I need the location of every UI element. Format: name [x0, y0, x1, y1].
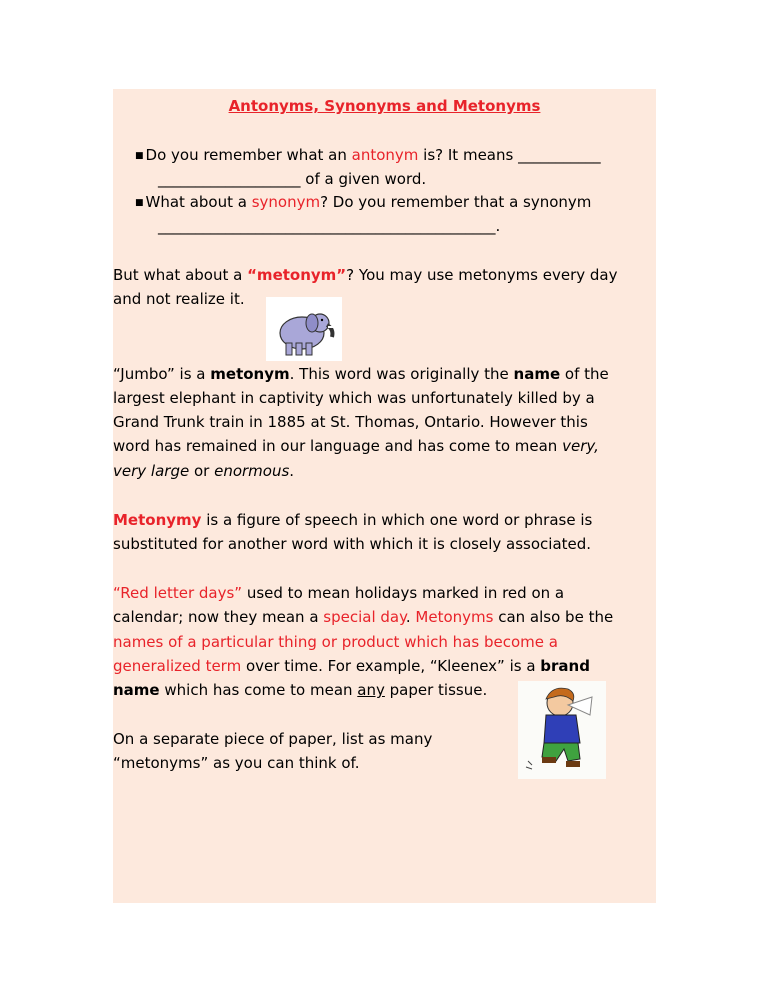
para-metonym-line1: But what about a “metonym”? You may use metonyms every day: [113, 266, 618, 284]
instruction-line1: On a separate piece of paper, list as many: [113, 730, 433, 748]
bullet-icon: ■: [135, 198, 144, 208]
para-red-letter-line2: calendar; now they mean a special day. Metonyms can also be the: [113, 608, 614, 626]
elephant-icon: [266, 297, 342, 361]
para-jumbo-line5: very large or enormous.: [113, 462, 295, 480]
instruction-line2: “metonyms” as you can think of.: [113, 754, 360, 772]
para-red-letter-line4: generalized term over time. For example, “Kleenex” is a brand: [113, 657, 590, 675]
para-metonym-line2: and not realize it.: [113, 290, 245, 308]
sneezing-boy-icon: [518, 681, 606, 779]
bullet-icon: ■: [135, 151, 144, 161]
bullet-antonym-line2: ___________________ of a given word.: [158, 170, 427, 188]
worksheet-page: [113, 89, 656, 903]
para-metonymy-line1: Metonymy is a figure of speech in which one word or phrase is: [113, 511, 593, 529]
para-jumbo-line3: Grand Trunk train in 1885 at St. Thomas, Ontario. However this: [113, 413, 588, 431]
bullet-synonym-line2: _____________________________________________.: [158, 217, 501, 235]
bullet-antonym-line1: ■ Do you remember what an antonym is? It means ___________: [135, 146, 601, 164]
para-jumbo-line1: “Jumbo” is a metonym. This word was originally the name of the: [113, 365, 609, 383]
page-title: Antonyms, Synonyms and Metonyms: [228, 97, 541, 115]
para-red-letter-line1: “Red letter days” used to mean holidays marked in red on a: [113, 584, 565, 602]
para-red-letter-line3: names of a particular thing or product which has become a: [113, 633, 558, 651]
para-red-letter-line5: name which has come to mean any paper tissue.: [113, 681, 488, 699]
para-metonymy-line2: substituted for another word with which it is closely associated.: [113, 535, 592, 553]
para-jumbo-line4: word has remained in our language and has come to mean very,: [113, 437, 599, 455]
bullet-synonym-line1: ■ What about a synonym? Do you remember that a synonym: [135, 193, 592, 211]
para-jumbo-line2: largest elephant in captivity which was unfortunately killed by a: [113, 389, 595, 407]
